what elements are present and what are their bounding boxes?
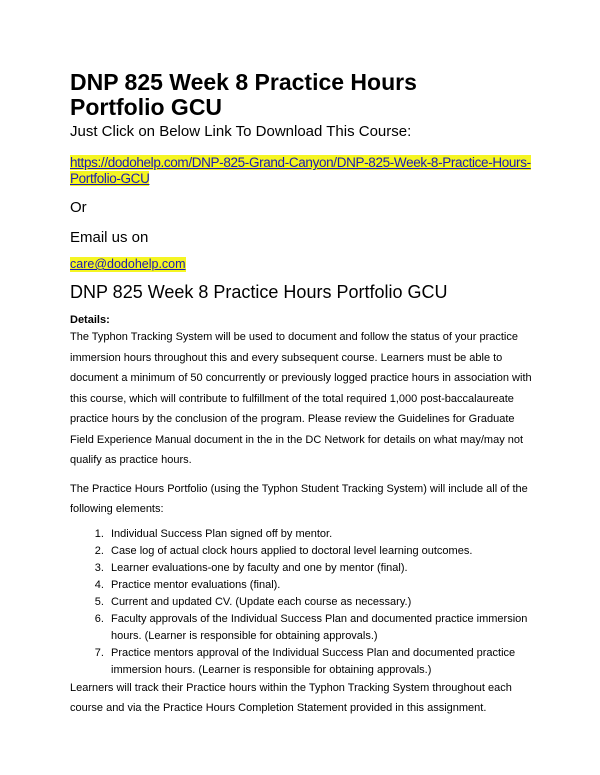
list-item: 6. Faculty approvals of the Individual Success Plan and documented practice immersion hours. (Learner is responsible for obtaining approvals.) [107,611,540,645]
list-item: 3. Learner evaluations-one by faculty and one by mentor (final). [107,560,540,577]
download-prompt: Just Click on Below Link To Download This Course: [70,123,412,140]
list-item: 2. Case log of actual clock hours applied to doctoral level learning outcomes. [107,543,540,560]
course-download-link[interactable] [70,155,540,187]
email-label: Email us on [70,229,149,246]
elements-list [70,526,540,679]
or-text: Or [70,199,87,216]
document-page [70,70,540,719]
details-label: Details: [70,314,110,326]
course-download-link-text[interactable]: https://dodohelp.com/DNP-825-Grand-Canyon/DNP-825-Week-8-Practice-Hours-Portfolio-GCU [70,155,531,186]
portfolio-intro-paragraph: The Practice Hours Portfolio (using the Typhon Student Tracking System) will include all of the following elements: [70,482,528,515]
section-heading: DNP 825 Week 8 Practice Hours Portfolio GCU [70,282,448,302]
list-item: 7. Practice mentors approval of the Individual Success Plan and documented practice immersion hours. (Learner is responsible for obtaining approvals.) [107,645,540,679]
tracking-paragraph: Learners will track their Practice hours within the Typhon Tracking System throughout each course and via the Practice Hours Completion Statement provided in this assignment. [70,681,512,714]
details-paragraph: The Typhon Tracking System will be used to document and follow the status of your practice immersion hours throughout this and every subsequent course. Learners must be able to document a minimum of 50 concurrently or previously logged practice hours in association with this course, which will contribute to fulfillment of the total required 1,000 post-baccalaureate practice hours by the conclusion of the program. Please review the Guidelines for Graduate Field Experience Manual document in the in the DC Network for details on what may/may not qualify as practice hours. [70,331,532,466]
list-item: 4. Practice mentor evaluations (final). [107,577,540,594]
list-item: 1. Individual Success Plan signed off by mentor. [107,526,540,543]
list-item: 5. Current and updated CV. (Update each course as necessary.) [107,594,540,611]
email-link[interactable]: care@dodohelp.com [70,257,186,271]
page-title: DNP 825 Week 8 Practice Hours Portfolio GCU [70,69,417,120]
